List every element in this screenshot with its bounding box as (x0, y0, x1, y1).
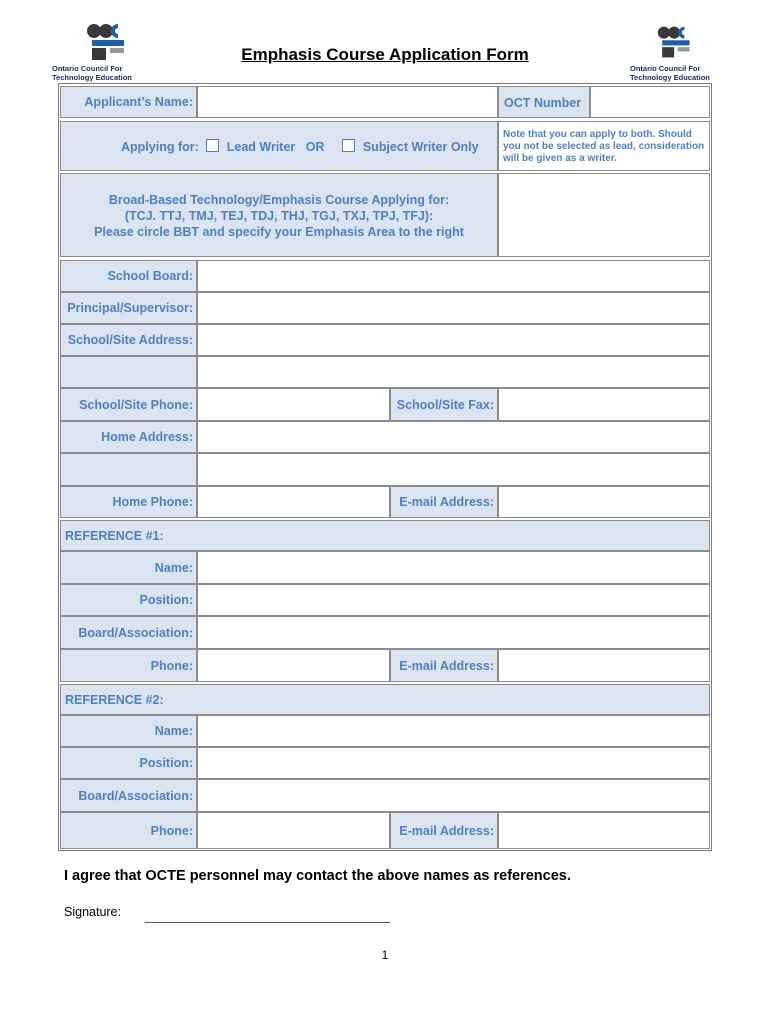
ref1-position-field[interactable] (197, 584, 710, 616)
home-address-label: Home Address: (60, 421, 197, 453)
ref1-email-label: E-mail Address: (390, 649, 498, 682)
ref1-position-label: Position: (60, 584, 197, 616)
school-fax-label: School/Site Fax: (390, 388, 498, 421)
bbt-label-line2: (TCJ. TTJ, TMJ, TEJ, TDJ, THJ, TGJ, TXJ, TPJ, TFJ): (124, 209, 434, 223)
home-email-label: E-mail Address: (390, 486, 498, 518)
ref2-name-label: Name: (60, 715, 197, 747)
ref2-phone-field[interactable] (197, 812, 390, 849)
home-address-blank-label (60, 453, 197, 486)
school-address-blank-label (60, 356, 197, 388)
bbt-emphasis-field[interactable] (498, 173, 710, 257)
agreement-statement: I agree that OCTE personnel may contact the above names as references. (64, 868, 571, 884)
lead-writer-label: Lead Writer (226, 140, 296, 154)
org-name-line2: Technology Education (52, 73, 132, 82)
ref2-position-field[interactable] (197, 747, 710, 779)
principal-field[interactable] (197, 292, 710, 324)
home-email-field[interactable] (498, 486, 710, 518)
reference2-heading: REFERENCE #2: (60, 684, 710, 715)
home-phone-label: Home Phone: (60, 486, 197, 518)
ref2-email-label: E-mail Address: (390, 812, 498, 849)
ref2-position-label: Position: (60, 747, 197, 779)
ref2-phone-label: Phone: (60, 812, 197, 849)
page-number: 1 (381, 948, 389, 962)
applicant-name-field[interactable] (197, 86, 498, 118)
org-name-line1: Ontario Council For (630, 64, 701, 73)
school-address-label: School/Site Address: (60, 324, 197, 356)
bbt-label-line1: Broad-Based Technology/Emphasis Course Applying for: (108, 193, 450, 207)
applicant-name-label: Applicant’s Name: (60, 86, 197, 118)
ref1-board-label: Board/Association: (60, 616, 197, 649)
school-fax-field[interactable] (498, 388, 710, 421)
applying-for-row (60, 121, 498, 171)
home-address-line2-field[interactable] (197, 453, 710, 486)
bbt-label-line3: Please circle BBT and specify your Emphasis Area to the right (94, 225, 464, 239)
ref1-board-field[interactable] (197, 616, 710, 649)
ref1-name-label: Name: (60, 551, 197, 584)
bbt-label-cell (60, 173, 498, 257)
school-phone-field[interactable] (197, 388, 390, 421)
signature-label: Signature: (64, 905, 121, 919)
signature-line[interactable] (145, 922, 390, 923)
ref2-email-field[interactable] (498, 812, 710, 849)
ref2-name-field[interactable] (197, 715, 710, 747)
applying-for-label: Applying for: (121, 140, 199, 154)
or-label: OR (305, 140, 325, 154)
reference1-heading: REFERENCE #1: (60, 520, 710, 551)
applying-note: Note that you can apply to both. Should you not be selected as lead, consideration will be given as a writer. (503, 129, 705, 164)
form-title: Emphasis Course Application Form (241, 45, 529, 64)
school-address-line2-field[interactable] (197, 356, 710, 388)
subject-writer-label: Subject Writer Only (362, 140, 479, 154)
home-address-field[interactable] (197, 421, 710, 453)
school-board-label: School Board: (60, 260, 197, 292)
ref1-phone-label: Phone: (60, 649, 197, 682)
org-name-line2: Technology Education (630, 73, 710, 82)
subject-writer-checkbox[interactable] (342, 139, 355, 152)
principal-label: Principal/Supervisor: (60, 292, 197, 324)
ref2-board-label: Board/Association: (60, 779, 197, 812)
oct-number-label: OCT Number (498, 86, 590, 118)
school-phone-label: School/Site Phone: (60, 388, 197, 421)
school-address-field[interactable] (197, 324, 710, 356)
ref1-phone-field[interactable] (197, 649, 390, 682)
ref1-email-field[interactable] (498, 649, 710, 682)
applying-note-cell (498, 121, 710, 171)
ref1-name-field[interactable] (197, 551, 710, 584)
home-phone-field[interactable] (197, 486, 390, 518)
school-board-field[interactable] (197, 260, 710, 292)
ref2-board-field[interactable] (197, 779, 710, 812)
lead-writer-checkbox[interactable] (206, 139, 219, 152)
oct-number-field[interactable] (590, 86, 710, 118)
org-name-line1: Ontario Council For (52, 64, 123, 73)
